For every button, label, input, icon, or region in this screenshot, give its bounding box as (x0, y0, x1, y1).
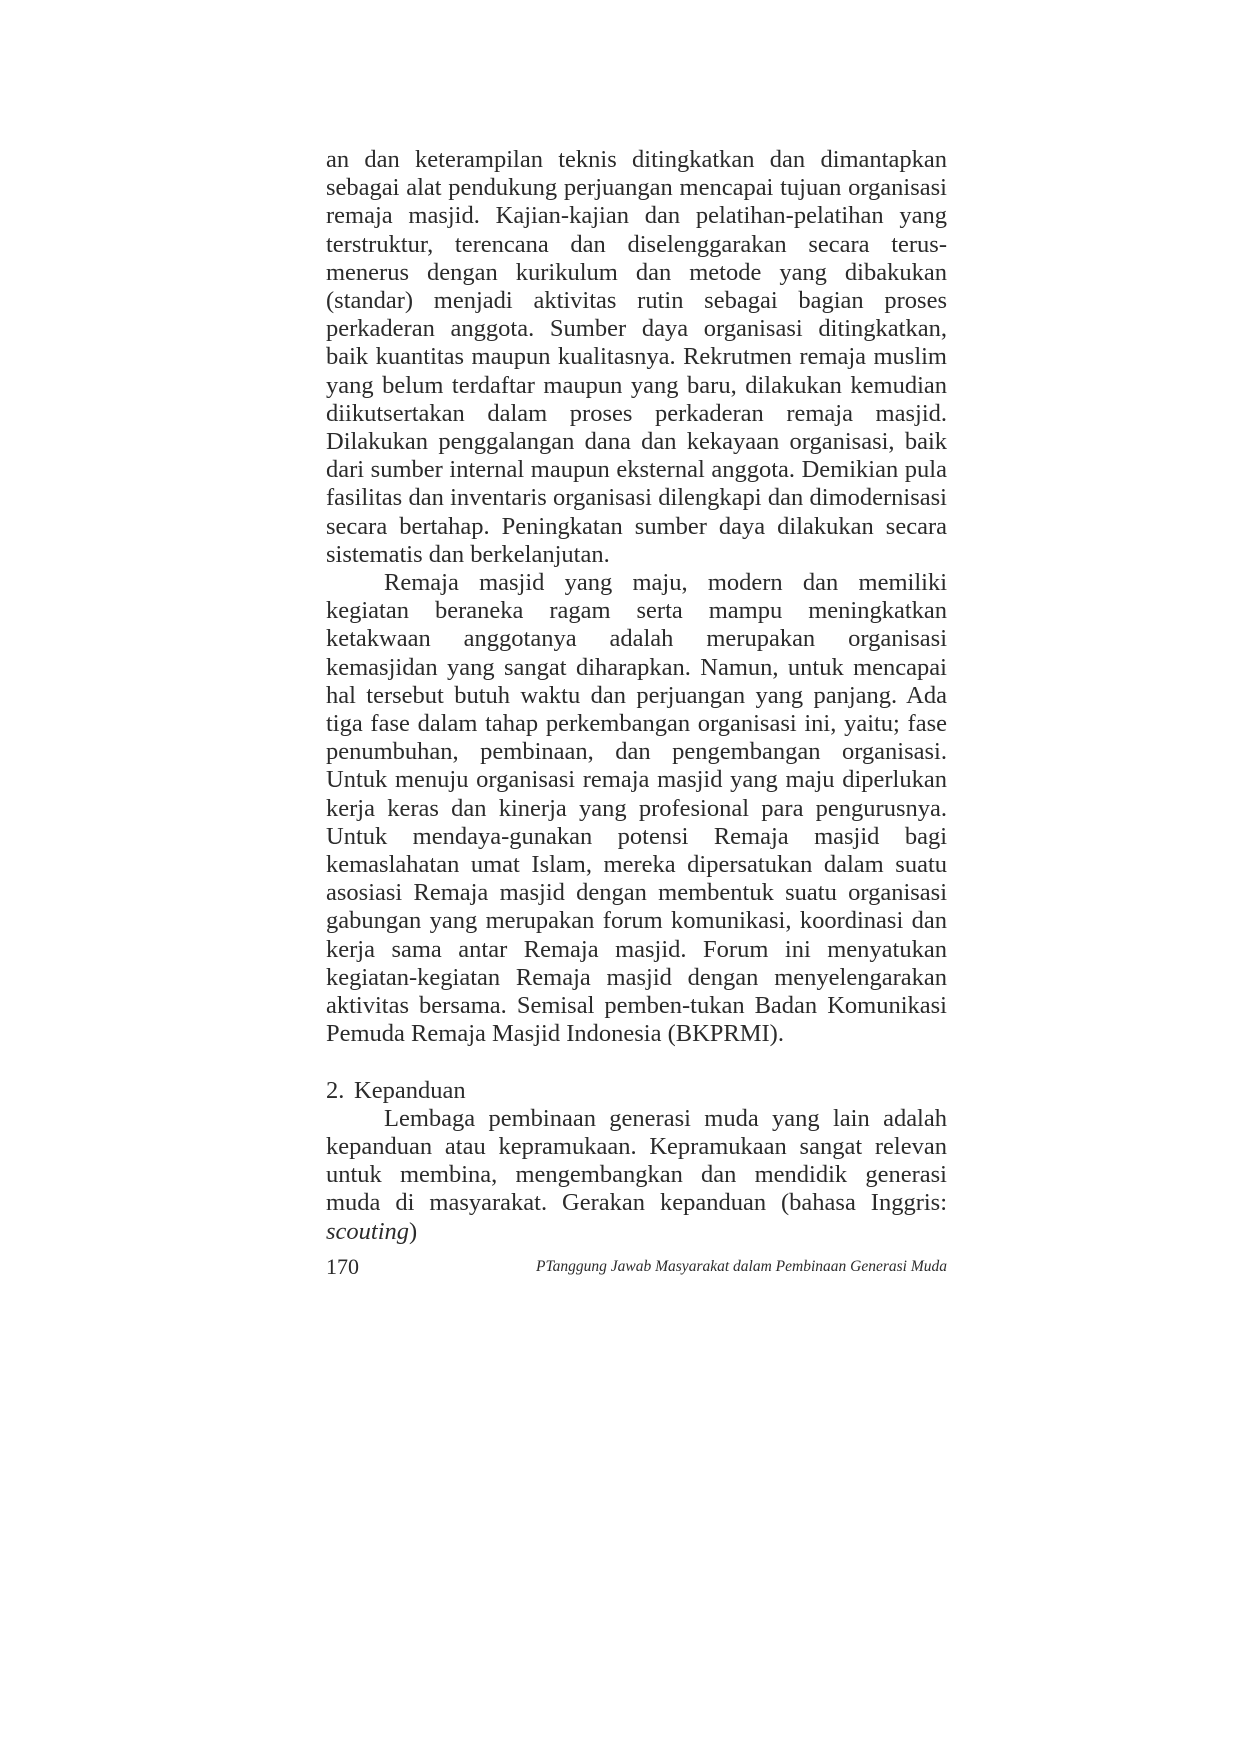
page-footer (326, 1252, 947, 1282)
running-title: PTanggung Jawab Masyarakat dalam Pembinaan Generasi Muda (535, 1258, 947, 1275)
paragraph-2: Remaja masjid yang maju, modern dan memiliki kegiatan beraneka ragam serta mampu meningkatkan ketakwaan anggotanya adalah merupakan organisasi kemasjidan yang sangat diharapkan. Namun, untuk mencapai hal tersebut butuh waktu dan perjuangan yang panjang. Ada tiga fase dalam tahap perkembangan organisasi ini, yaitu; fase penumbuhan, pembinaan, dan pengembangan organisasi. Untuk menuju organisasi remaja masjid yang maju diperlukan kerja keras dan kinerja yang profesional para pengurusnya. Untuk mendaya-gunakan potensi Remaja masjid bagi kemaslahatan umat Islam, mereka dipersatukan dalam suatu asosiasi Remaja masjid dengan membentuk suatu organisasi gabungan yang merupakan forum komunikasi, koordinasi dan kerja sama antar Remaja masjid. Forum ini menyatukan kegiatan-kegiatan Remaja masjid dengan menyelengarakan aktivitas bersama. Semisal pemben-tukan Badan Komunikasi Pemuda Remaja Masjid Indonesia (BKPRMI). (326, 569, 947, 1048)
section-number: 2. (326, 1076, 345, 1104)
paragraph-3-end: ) (409, 1217, 418, 1245)
paragraph-1: an dan keterampilan teknis ditingkatkan dan dimantapkan sebagai alat pendukung perjuangan mencapai tujuan organisasi remaja masjid. Kajian-kajian dan pelatihan-pelatihan yang terstruktur, terencana dan diselenggarakan secara terus-menerus dengan kurikulum dan metode yang dibakukan (standar) menjadi aktivitas rutin sebagai bagian proses perkaderan anggota. Sumber daya organisasi ditingkatkan, baik kuantitas maupun kualitasnya. Rekrutmen remaja muslim yang belum terdaftar maupun yang baru, dilakukan kemudian diikutsertakan dalam proses perkaderan remaja masjid. Dilakukan penggalangan dana dan kekayaan organisasi, baik dari sumber internal maupun eksternal anggota. Demikian pula fasilitas dan inventaris organisasi dilengkapi dan dimodernisasi secara bertahap. Peningkatan sumber daya dilakukan secara sistematis dan berkelanjutan. (326, 146, 947, 568)
paragraph-3-italic: scouting (326, 1217, 410, 1245)
paragraph-3 (326, 1105, 947, 1246)
paragraph-3-text: Lembaga pembinaan generasi muda yang lain adalah kepanduan atau kepramukaan. Kepramukaan sangat relevan untuk membina, mengembangkan dan mendidik generasi muda di masyarakat. Gerakan kepanduan (bahasa Inggris: (326, 1104, 947, 1217)
section-heading (326, 1077, 947, 1105)
page-number: 170 (326, 1254, 359, 1279)
body-text (326, 146, 947, 1246)
section-title: Kepanduan (354, 1076, 466, 1104)
